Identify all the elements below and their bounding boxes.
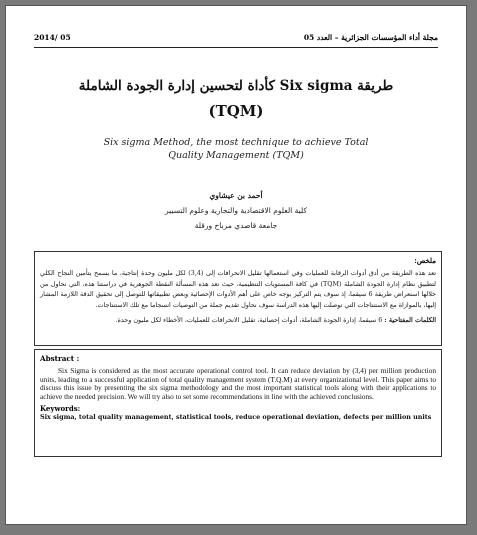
english-abstract-label: Abstract : [40,354,80,363]
arabic-title: طريقة Six sigma كأداة لتحسين إدارة الجودة الشاملة [78,78,394,94]
author-university: جامعة قاصدي مرباح ورقلة [194,221,278,230]
arabic-keywords-label: الكلمات المفتاحية : [384,316,436,324]
arabic-keywords [40,315,436,325]
arabic-title-acronym: (TQM) [208,102,264,120]
paper-page [5,5,467,525]
english-abstract-body: Six Sigma is considered as the most accurate operational control tool. It can reduce deviation by (3,4) per million production units, leading to a successful application of total quality management system (T.Q.M) at every organizational level. This paper aims to discuss this issue by presenting the six sigma methodology and the most important statistical tools along with their applications to achieve the needed precision. We will try also to set some recommendations in line with the achieved conclusions. [40,366,436,401]
english-abstract-box [34,349,442,457]
english-title-line-2: Quality Management (TQM) [168,150,304,161]
issue-year: 2014/ 05 [34,33,71,42]
english-title-line-1: Six sigma Method, the most technique to achieve Total [103,137,369,148]
author-faculty: كلية العلوم الاقتصادية والتجارية وعلوم التسيير [165,206,307,215]
author-name: أحمد بن عيشاوي [209,191,263,200]
arabic-keywords-text: 6 سيقما، إدارة الجودة الشاملة، أدوات إحصائية، تقليل الانحرافات للعمليات، الأخطاء لكل مليون وحدة. [115,316,383,324]
english-keywords-text: Six sigma, total quality management, statistical tools, reduce operational deviation, defects per million units [40,413,432,422]
arabic-abstract-body: تعد هذه الطريقة من أدق أدوات الرقابة للعمليات وفي استعمالها تقليل الانحرافات إلى (3,4) لكل مليون وحدة إنتاجية، ما يسمح بتأمين النجاح الكلي لتطبيق نظام إدارة الجودة الشاملة (TQM) في كافة المستويات التنظيمية، حيث تعد هذه المسألة النقطة الجوهرية في دراستنا هذه، التي نحاول من خلالها استعراض طريقة 6 سيقما، إذ سوف يتم التركيز بوجه خاص على أهم الأدوات الإحصائية وبعض تطبيقاتها للتوصل إلى تحقيق الدقة اللازمة المشار إليها، بالموازاة مع الاستنتاجات التي توصلت إليها هذه الدراسة سوف نحاول تقديم جملة من التوصيات انسجاما مع تلك الاستنتاجات. [40,269,437,309]
arabic-abstract-label: ملخص: [414,256,436,265]
english-title [66,136,406,162]
author-block [26,188,446,233]
journal-name: مجلة أداء المؤسسات الجزائرية – العدد 05 [303,33,438,42]
english-keywords-label: Keywords: [40,404,81,414]
journal-header [34,33,438,48]
arabic-abstract-box [34,251,442,346]
